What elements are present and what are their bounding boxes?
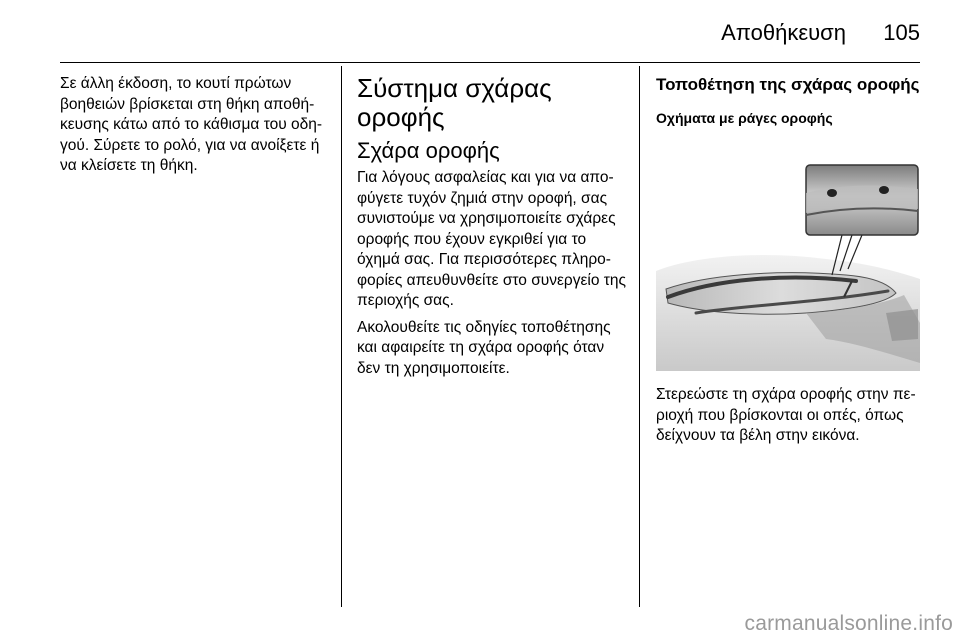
roof-rack-subheading: Σχάρα οροφής xyxy=(357,138,500,163)
vehicles-with-roof-rails-subheading: Οχήματα με ράγες οροφής xyxy=(656,110,833,126)
section-title: Αποθήκευση xyxy=(721,20,846,45)
column-2 xyxy=(357,74,627,379)
roof-rack-mounting-heading: Τοποθέτηση της σχάρας οροφής xyxy=(656,75,920,94)
header-rule xyxy=(60,62,920,63)
roof-rack-paragraph-2: Ακολουθείτε τις οδηγίες τοποθέτησης και αφαιρείτε τη σχάρα οροφής όταν δεν τη χρησιμοποιείτε. xyxy=(357,318,611,377)
first-aid-box-paragraph: Σε άλλη έκδοση, το κουτί πρώτων βοηθειών βρίσκεται στη θήκη αποθή- κευσης κάτω από το κάθισμα του οδη- γού. Σύρετε το ρολό, για να ανοίξετε ή να κλείσετε τη θήκη. xyxy=(60,75,323,174)
figure-caption: Στερεώστε τη σχάρα οροφής στην πε- ριοχή που βρίσκονται οι οπές, όπως δείχνουν τα βέλη στην εικόνα. xyxy=(656,386,916,444)
roof-rail-mounting-illustration xyxy=(656,163,920,371)
roof-rail-mounting-illustration-icon xyxy=(656,163,920,371)
page-number: 105 xyxy=(883,20,920,45)
column-3 xyxy=(656,74,920,127)
column-divider xyxy=(341,66,342,607)
column-1 xyxy=(60,74,330,177)
column-divider xyxy=(639,66,640,607)
watermark: carmanualsonline.info xyxy=(744,612,953,635)
figure-caption-block xyxy=(656,385,920,447)
roof-rack-system-heading: Σύστημα σχάρας οροφής xyxy=(357,73,552,132)
roof-rack-paragraph-1: Για λόγους ασφαλείας και για να απο- φύγετε τυχόν ζημιά στην οροφή, σας συνιστούμε να χρησιμοποιείτε σχάρες οροφής που έχουν εγκριθεί για το όχημά σας. Για περισσότερες πληρο- φορίες απευθυνθείτε στο συνεργείο της περιοχής σας. xyxy=(357,169,626,309)
